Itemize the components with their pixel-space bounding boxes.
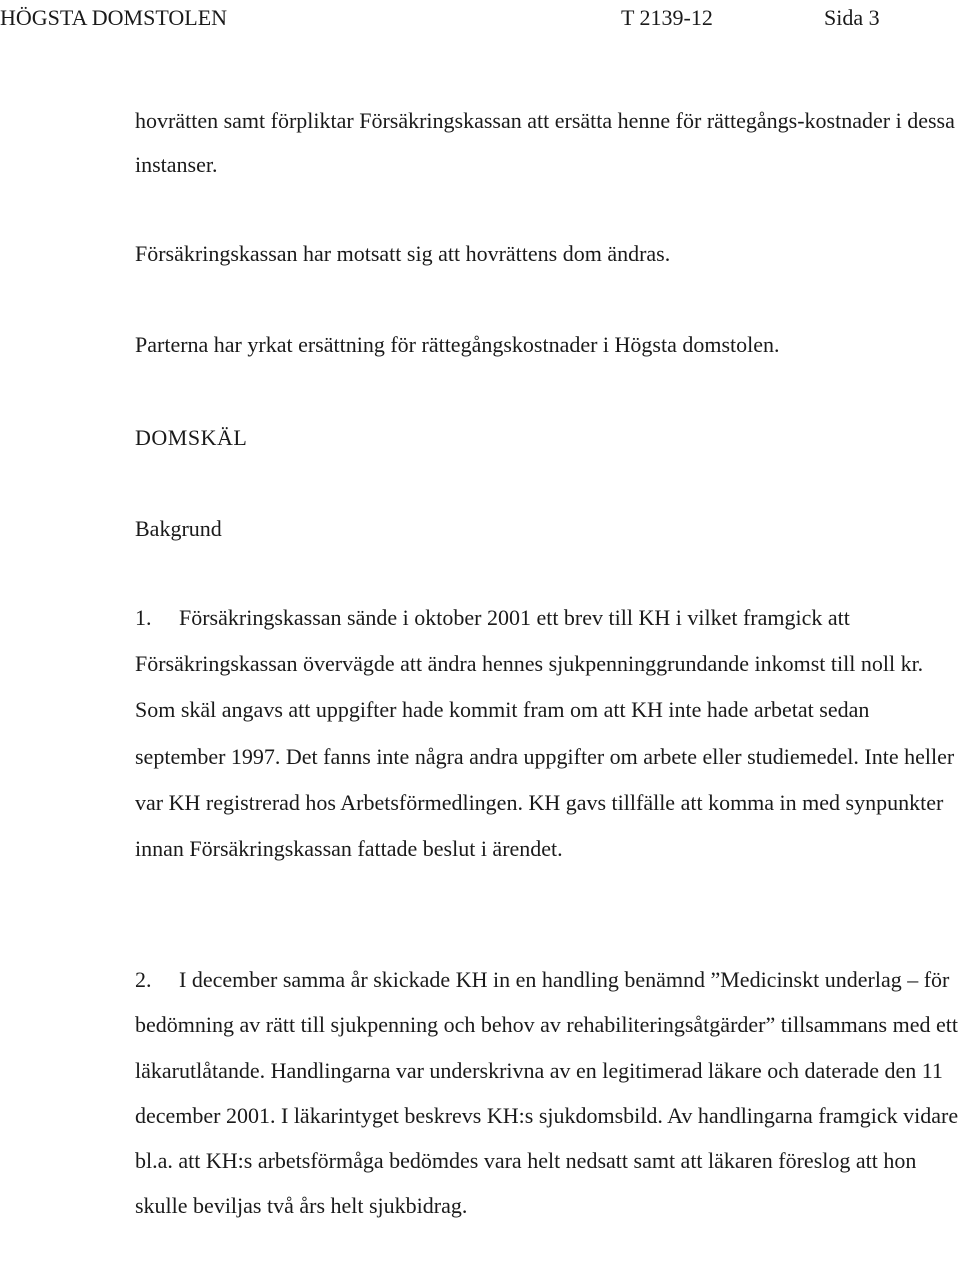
page-number: Sida 3: [824, 5, 880, 30]
numbered-paragraph: [135, 957, 960, 1229]
intro-paragraph: hovrätten samt förpliktar Försäkringskassan att ersätta henne för rättegångs-kostnader i dessa instanser.: [135, 108, 955, 177]
paragraph-number: 1.: [135, 605, 152, 630]
court-name: HÖGSTA DOMSTOLEN: [0, 5, 228, 30]
section-subheading: Bakgrund: [135, 516, 222, 541]
case-number: T 2139-12: [621, 5, 713, 30]
paragraph-text: I december samma år skickade KH in en handling benämnd ”Medicinskt underlag – för bedömning av rätt till sjukpenning och behov av rehabiliteringsåtgärder” tillsammans med ett läkarutlåtande. Handlingarna var underskrivna av en legitimerad läkare och daterade den 11 december 2001. I läkarintyget beskrevs KH:s sjukdomsbild. Av handlingarna framgick vidare bl.a. att KH:s arbetsförmåga bedömdes vara helt nedsatt samt att läkaren föreslog att hon skulle beviljas två års helt sjukbidrag.: [135, 967, 959, 1219]
page-header: [0, 3, 960, 33]
section-heading: DOMSKÄL: [135, 425, 248, 450]
numbered-paragraph: [135, 595, 960, 872]
paragraph-number: 2.: [135, 967, 152, 992]
opposition-paragraph: Försäkringskassan har motsatt sig att hovrättens dom ändras.: [135, 241, 671, 266]
paragraph-text: Försäkringskassan sände i oktober 2001 ett brev till KH i vilket framgick att Försäkringskassan övervägde att ändra hennes sjukpenninggrundande inkomst till noll kr. Som skäl angavs att uppgifter hade kommit fram om att KH inte hade arbetat sedan september 1997. Det fanns inte några andra uppgifter om arbete eller studiemedel. Inte heller var KH registrerad hos Arbetsförmedlingen. KH gavs tillfälle att komma in med synpunkter innan Försäkringskassan fattade beslut i ärendet.: [135, 605, 955, 862]
claims-paragraph: Parterna har yrkat ersättning för rättegångskostnader i Högsta domstolen.: [135, 332, 780, 357]
